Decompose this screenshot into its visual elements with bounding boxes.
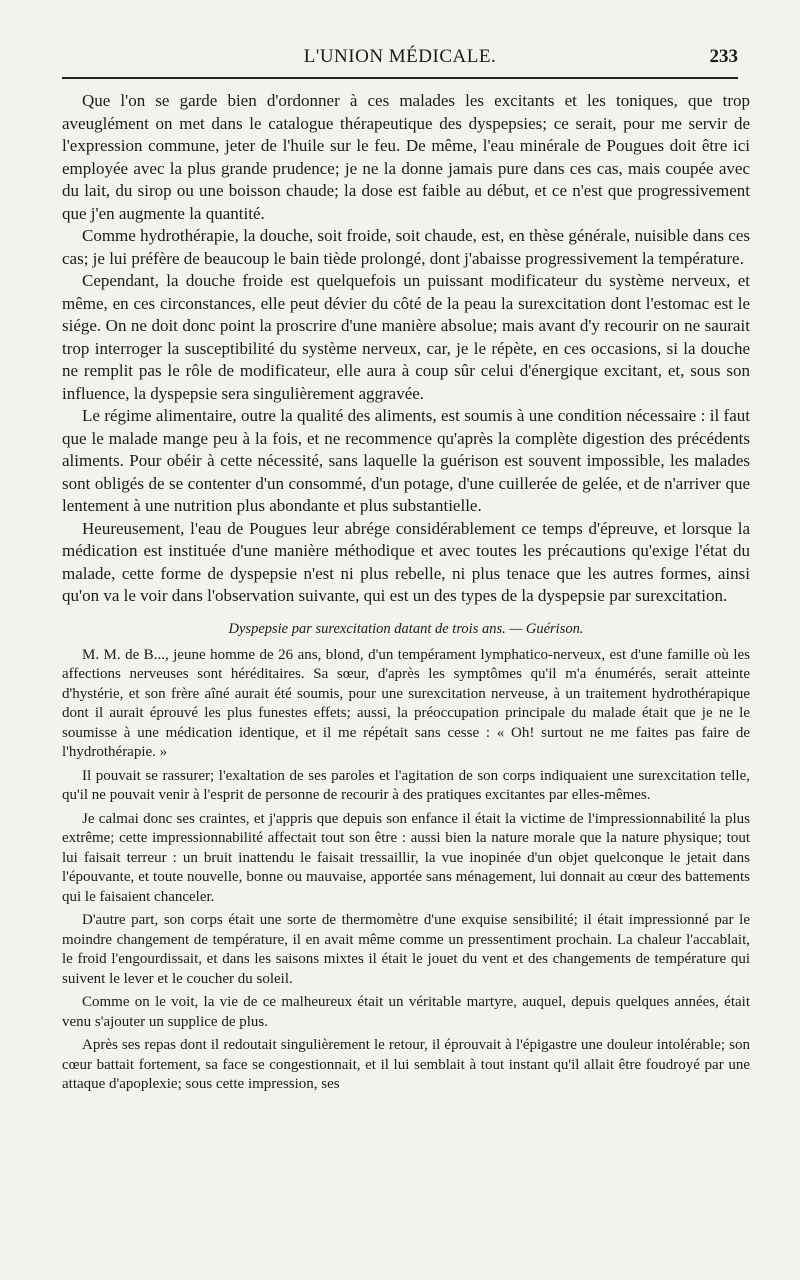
paragraph: Le régime alimentaire, outre la qualité des aliments, est soumis à une condition nécessaire : il faut que le malade mange peu à la fois, et ne recommence qu'après la complète digestion des précédents aliments. Pour obéir à cette nécessité, sans laquelle la guérison est souvent impossible, les malades sont obligés de se contenter d'un consommé, d'un potage, d'une cuillerée de gelée, et de n'arriver que lentement à une nutrition plus abondante et plus substantielle.	[62, 406, 750, 515]
observation-paragraph: Il pouvait se rassurer; l'exaltation de ses paroles et l'agitation de son corps indiquaient une surexcitation telle, qu'il ne pouvait venir à l'esprit de personne de recourir à des pratiques excitantes par elles-mêmes.	[62, 767, 750, 803]
paragraph: Heureusement, l'eau de Pougues leur abrége considérablement ce temps d'épreuve, et lorsque la médication est instituée d'une manière méthodique et avec toutes les précautions qu'exige l'état du malade, cette forme de dyspepsie n'est ni plus rebelle, ni plus tenace que les autres formes, ainsi qu'on va le voir dans l'observation suivante, qui est un des types de la dyspepsie par surexcitation.	[62, 518, 750, 605]
observation-heading: Dyspepsie par surexcitation datant de trois ans. — Guérison.	[228, 620, 584, 637]
observation-paragraph: Comme on le voit, la vie de ce malheureux était un véritable martyre, auquel, depuis quelques années, était venu s'ajouter un supplice de plus.	[62, 994, 750, 1030]
observation-paragraph: Après ses repas dont il redoutait singulièrement le retour, il éprouvait à l'épigastre une douleur intolérable; son cœur battait fortement, sa face se congestionnait, et il lui semblait à tout instant qu'il allait être foudroyé par une attaque d'apoplexie; sous cette impression, ses	[62, 1037, 750, 1092]
paragraph: Comme hydrothérapie, la douche, soit froide, soit chaude, est, en thèse générale, nuisible dans ces cas; je lui préfère de beaucoup le bain tiède prolongé, dont j'abaisse progressivement la température.	[62, 226, 750, 268]
paragraph: Que l'on se garde bien d'ordonner à ces malades les excitants et les toniques, que trop aveuglément on met dans le catalogue thérapeutique des dyspepsies; ce serait, pour me servir de l'expression commune, jeter de l'huile sur le feu. De même, l'eau minérale de Pougues doit être ici employée avec la plus grande prudence; je ne la donne jamais pure dans ces cas, mais coupée avec du lait, du sirop ou une boisson chaude; la dose est faible au début, et ce n'est que progressivement que j'en augmente la quantité.	[62, 91, 750, 223]
header-rule	[62, 77, 738, 79]
page-number: 233	[709, 46, 738, 67]
running-title: L'UNION MÉDICALE.	[303, 46, 497, 67]
observation-paragraph: M. M. de B..., jeune homme de 26 ans, blond, d'un tempérament lymphatico-nerveux, est d'une famille où les affections nerveuses sont héréditaires. Sa sœur, d'après les symptômes qu'il m'a énumérés, serait atteinte d'hystérie, et son frère aîné aurait été soumis, pour une surexcitation nerveuse, à un traitement hydrothérapique dont il aurait éprouvé les plus funestes effets; aussi, la préoccupation principale du malade était que je ne le soumisse à une médication identique, et il me répétait sans cesse : « Oh! surtout ne me faites pas faire de l'hydrothérapie. »	[62, 646, 750, 760]
observation-paragraph: Je calmai donc ses craintes, et j'appris que depuis son enfance il était la victime de l'impressionnabilité la plus extrême; cette impressionnabilité affectait tout son être : aussi bien la nature morale que la nature physique; tout lui faisait terreur : un bruit inattendu le faisait tressaillir, la vue inopinée d'un objet quelconque le jetait dans l'épouvante, et toute nouvelle, bonne ou mauvaise, apportée sans ménagement, lui donnait au cœur des battements qui le faisaient chanceler.	[62, 810, 750, 905]
paragraph: Cependant, la douche froide est quelquefois un puissant modificateur du système nerveux, et même, en ces circonstances, elle peut dévier du côté de la peau la surexcitation dont l'estomac est le siége. On ne doit donc point la proscrire d'une manière absolue; mais avant d'y recourir on ne saurait trop interroger la susceptibilité du système nerveux, car, je le répète, en ces occasions, si la douche ne remplit pas le rôle de modificateur, elle aura à coup sûr celui d'énergique excitant, et, sous son influence, la dyspepsie sera singulièrement aggravée.	[62, 271, 750, 403]
page-header	[62, 44, 738, 74]
observation-paragraph: D'autre part, son corps était une sorte de thermomètre d'une exquise sensibilité; il était impressionné par le moindre changement de température, il en avait même comme un pressentiment prochain. La chaleur l'accablait, le froid l'engourdissait, et dans les saisons mixtes il était le jouet du vent et des changements de température qui suivent le lever et le coucher du soleil.	[62, 912, 750, 987]
article-body	[62, 90, 750, 1099]
